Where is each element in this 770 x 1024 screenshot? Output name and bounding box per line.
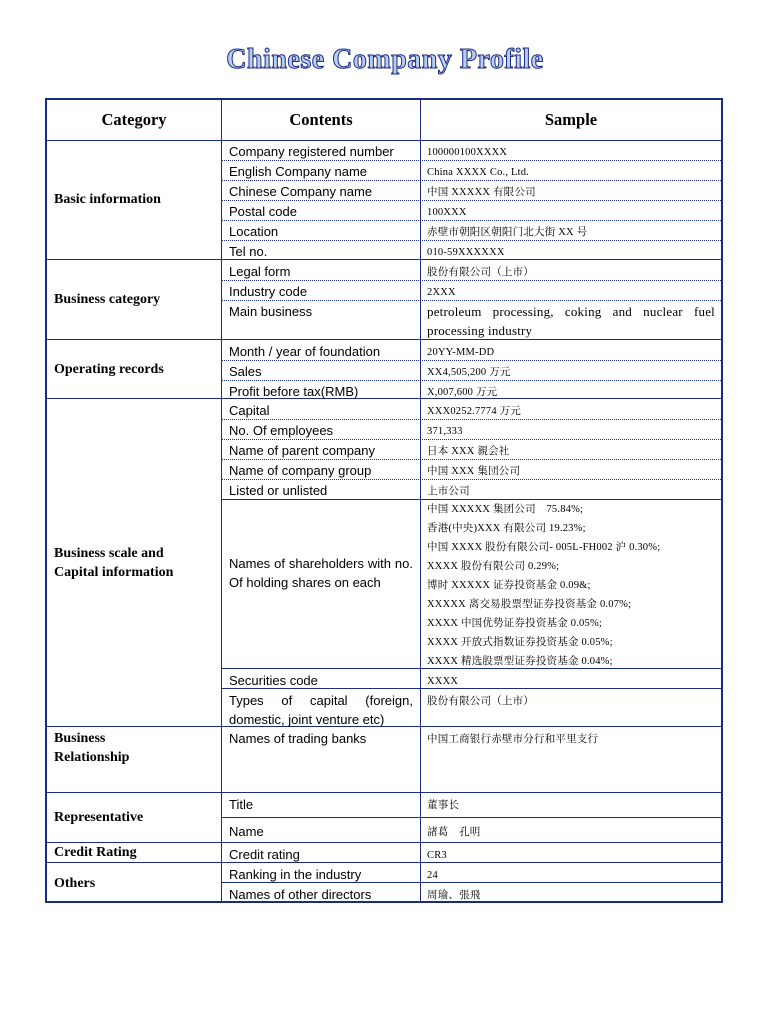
table-row-shareholders bbox=[222, 500, 721, 669]
sample-cell: 日本 XXX 親会社 bbox=[427, 446, 510, 457]
content-cell: Names of shareholders with no. Of holding shares on each bbox=[229, 556, 413, 590]
table-row bbox=[222, 419, 721, 440]
content-cell: Ranking in the industry bbox=[229, 867, 362, 882]
sample-cell: China XXXX Co., Ltd. bbox=[427, 167, 529, 178]
table-row bbox=[222, 727, 721, 793]
content-cell: No. Of employees bbox=[229, 423, 334, 438]
table-row bbox=[222, 399, 721, 420]
content-cell: Month / year of foundation bbox=[229, 344, 381, 359]
sample-cell: 100XXX bbox=[427, 207, 467, 218]
content-cell: Chinese Company name bbox=[229, 184, 373, 199]
sample-cell: 20YY-MM-DD bbox=[427, 347, 495, 358]
table-row bbox=[222, 479, 721, 500]
shareholder-item: 博时 XXXXX 证券投资基金 0.09&; bbox=[427, 580, 591, 591]
sample-cell: 中国 XXX 集団公司 bbox=[427, 466, 521, 477]
content-cell: Credit rating bbox=[229, 847, 300, 862]
table-row bbox=[222, 883, 721, 903]
category-business-category: Business category bbox=[47, 260, 221, 340]
table-row bbox=[222, 260, 721, 281]
content-cell: Profit before tax(RMB) bbox=[229, 384, 359, 398]
content-cell: Company registered number bbox=[229, 144, 394, 159]
sample-cell: 赤壁市朝阳区朝阳门北大街 XX 号 bbox=[427, 227, 588, 238]
shareholder-item: 中国 XXXX 股份有限公司- 005L-FH002 沪 0.30%; bbox=[427, 542, 661, 553]
table-row bbox=[222, 280, 721, 301]
content-cell: Names of trading banks bbox=[229, 731, 367, 746]
shareholder-item: XXXX 开放式指数证券投资基金 0.05%; bbox=[427, 637, 613, 648]
header-sample: Sample bbox=[421, 100, 721, 141]
sample-cell: 中国 XXXXX 有限公司 bbox=[427, 187, 536, 198]
shareholder-item: XXXX 中国优势证券投资基金 0.05%; bbox=[427, 618, 603, 629]
table-row bbox=[222, 140, 721, 161]
shareholder-item: 中国 XXXXX 集团公司 75.84%; bbox=[427, 504, 584, 515]
sample-cell: XXXX bbox=[427, 676, 459, 687]
content-cell: Legal form bbox=[229, 264, 291, 279]
sample-cell: 諸葛 孔明 bbox=[427, 827, 481, 838]
table-row bbox=[222, 843, 721, 863]
content-cell: Tel no. bbox=[229, 244, 268, 259]
sample-cell: X,007,600 万元 bbox=[427, 387, 498, 398]
content-cell: Name of company group bbox=[229, 463, 372, 478]
category-business-scale: Business scale and Capital information bbox=[47, 399, 221, 727]
table-row bbox=[222, 380, 721, 399]
content-cell: Title bbox=[229, 797, 254, 812]
sample-cell: XX4,505,200 万元 bbox=[427, 367, 511, 378]
table-row bbox=[222, 180, 721, 201]
table-row bbox=[222, 340, 721, 361]
table-row bbox=[222, 669, 721, 689]
sample-cell: 24 bbox=[427, 870, 438, 881]
table-row bbox=[222, 818, 721, 843]
content-cell: Capital bbox=[229, 403, 270, 418]
sample-cell: 股份有限公司（上市） bbox=[427, 696, 534, 707]
table-row bbox=[222, 200, 721, 221]
content-cell: Industry code bbox=[229, 284, 308, 299]
table-row bbox=[222, 439, 721, 460]
sample-cell: 中国工商银行赤壁市分行和平里支行 bbox=[427, 734, 599, 745]
sample-cell: 2XXX bbox=[427, 287, 456, 298]
table-row bbox=[222, 160, 721, 181]
sample-cell: petroleum processing, coking and nuclear fuel processing industry bbox=[427, 304, 715, 338]
shareholder-item: XXXX 精选股票型证券投资基金 0.04%; bbox=[427, 656, 613, 667]
content-cell: Main business bbox=[229, 304, 313, 319]
table-row bbox=[222, 300, 721, 340]
category-business-relationship: Business Relationship bbox=[47, 727, 221, 793]
category-operating-records: Operating records bbox=[47, 340, 221, 399]
content-cell: Names of other directors bbox=[229, 887, 372, 902]
content-cell: English Company name bbox=[229, 164, 368, 179]
sample-cell: 010-59XXXXXX bbox=[427, 247, 505, 258]
content-cell: Securities code bbox=[229, 673, 318, 688]
shareholder-item: 香港(中央)XXX 有限公司 19.23%; bbox=[427, 523, 586, 534]
shareholder-item: XXXX 股份有限公司 0.29%; bbox=[427, 561, 560, 572]
category-others: Others bbox=[54, 875, 96, 891]
content-cell: Location bbox=[229, 224, 279, 239]
page-title: Chinese Company Profile bbox=[226, 44, 544, 75]
sample-cell: XXX0252.7774 万元 bbox=[427, 406, 521, 417]
table-row bbox=[222, 689, 721, 727]
category-credit-rating: Credit Rating bbox=[47, 843, 221, 863]
shareholder-list bbox=[421, 500, 721, 668]
shareholder-item: XXXXX 离交易股票型证券投资基金 0.07%; bbox=[427, 599, 632, 610]
header-contents: Contents bbox=[222, 100, 420, 141]
sample-cell: 股份有限公司（上市） bbox=[427, 267, 534, 278]
table-row bbox=[222, 240, 721, 260]
category-basic-information: Basic information bbox=[47, 140, 221, 260]
content-cell: Types of capital (foreign, domestic, joint venture etc) bbox=[229, 693, 413, 726]
sample-cell: 371,333 bbox=[427, 426, 463, 437]
sample-cell: CR3 bbox=[427, 850, 447, 861]
table-row bbox=[222, 220, 721, 241]
sample-cell: 上市公司 bbox=[427, 486, 470, 497]
content-cell: Name of parent company bbox=[229, 443, 375, 458]
content-cell: Sales bbox=[229, 364, 262, 379]
profile-table bbox=[45, 98, 723, 903]
sample-cell: 周瑜、張飛 bbox=[427, 890, 481, 901]
table-row bbox=[222, 360, 721, 381]
sample-cell: 100000100XXXX bbox=[427, 147, 508, 158]
table-row bbox=[222, 863, 721, 883]
content-cell: Name bbox=[229, 824, 264, 839]
category-representative: Representative bbox=[47, 793, 221, 843]
sample-cell: 董事长 bbox=[427, 800, 460, 811]
content-cell: Listed or unlisted bbox=[229, 483, 328, 498]
table-row bbox=[222, 793, 721, 818]
header-category: Category bbox=[47, 100, 221, 141]
table-row bbox=[222, 459, 721, 480]
content-cell: Postal code bbox=[229, 204, 297, 219]
